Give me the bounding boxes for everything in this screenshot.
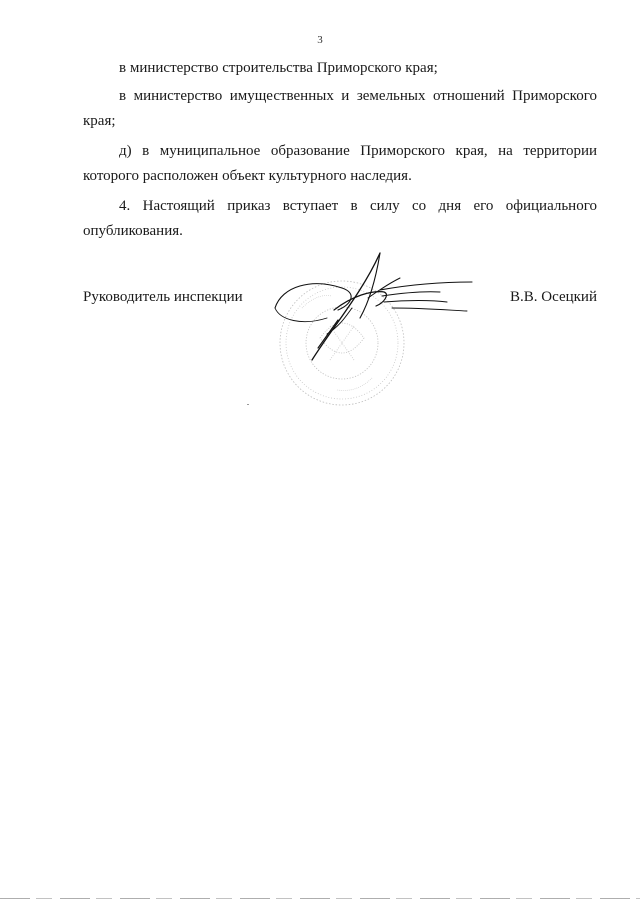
signer-title: Руководитель инспекции — [83, 289, 243, 305]
scan-edge-line — [0, 898, 640, 899]
paragraph-municipality: д) в муниципальное образование Приморского края, на территории которого расположен объект культурного наследия. — [83, 143, 597, 184]
page-number: 3 — [317, 34, 323, 46]
official-seal-and-signature — [272, 248, 487, 413]
paragraph-effective-date: 4. Настоящий приказ вступает в силу со дня его официального опубликования. — [83, 198, 597, 239]
document-body — [83, 56, 597, 244]
signer-name: В.В. Осецкий — [510, 289, 597, 305]
round-seal-icon — [280, 281, 404, 405]
scan-speck — [247, 404, 249, 405]
paragraph-ministry-property: в министерство имущественных и земельных отношений Приморского края; — [83, 88, 597, 129]
handwritten-signature-icon — [275, 253, 472, 360]
paragraph-ministry-construction: в министерство строительства Приморского края; — [119, 60, 438, 76]
